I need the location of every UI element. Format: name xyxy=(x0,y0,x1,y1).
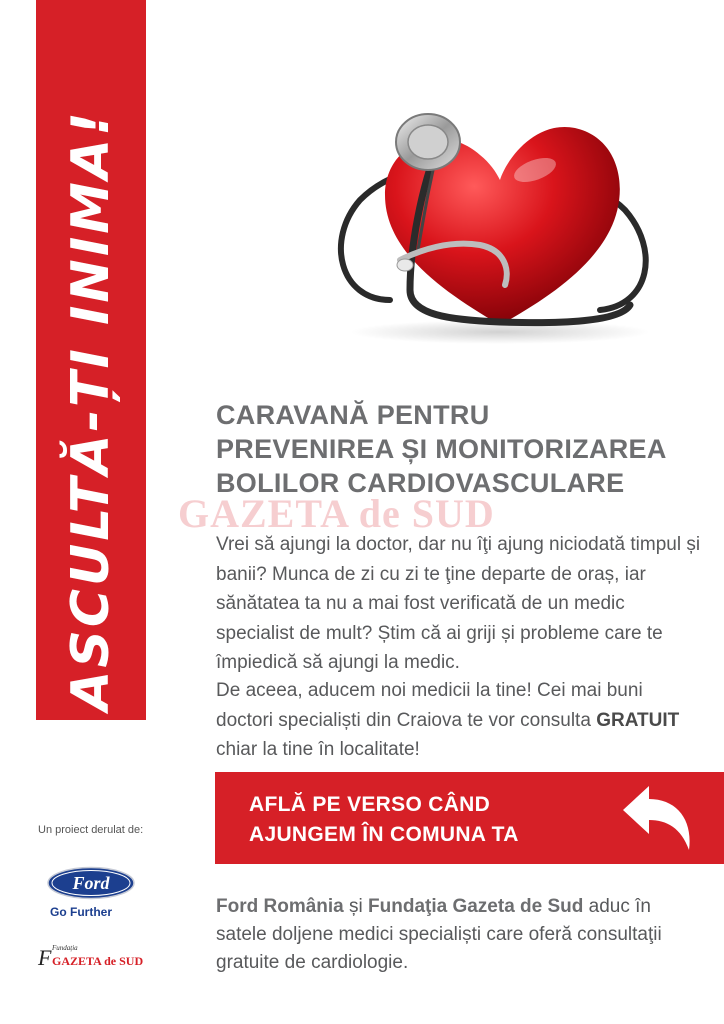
offer-free-emphasis: GRATUIT xyxy=(596,709,680,731)
cta-text xyxy=(249,790,519,850)
footer-connector: și xyxy=(343,896,369,917)
cta-line-2: AJUNGEM ÎN COMUNA TA xyxy=(249,823,519,846)
offer-paragraph xyxy=(216,676,701,765)
footer-rest: aduc în satele doljene medici specialiști care oferă consultaţii gratuite de cardiologie. xyxy=(216,896,662,973)
intro-paragraph: Vrei să ajungi la doctor, dar nu îţi ajung niciodată timpul și banii? Munca de zi cu zi te ţine departe de oraș, iar sănătatea ta nu a mai fost verificată de un medic specialist de mult? Știm că ai griji și probleme care te împiedică să ajungi la medic. xyxy=(216,534,701,673)
cta-line-1: AFLĂ PE VERSO CÂND xyxy=(249,793,491,816)
headline xyxy=(216,398,706,500)
gazeta-logo-name: GAZETA de SUD xyxy=(52,954,144,968)
offer-text-after: chiar la tine în localitate! xyxy=(216,739,420,760)
gazeta-logo-f: F xyxy=(38,945,52,970)
cta-banner xyxy=(215,772,724,864)
heart-stethoscope-illustration xyxy=(330,100,670,350)
footer-brand-gazeta: Fundaţia Gazeta de Sud xyxy=(368,896,584,917)
gazeta-de-sud-logo xyxy=(38,944,153,972)
headline-line-1: CARAVANĂ PENTRU xyxy=(216,400,490,430)
offer-text-before: De aceea, aducem noi medicii la tine! Cei mai buni doctori specialiști din Craiova te vor consulta xyxy=(216,680,643,731)
heart-icon xyxy=(330,100,670,350)
curved-arrow-icon xyxy=(617,780,697,856)
headline-line-3: BOLILOR CARDIOVASCULARE xyxy=(216,468,625,498)
gazeta-watermark: GAZETA de SUD xyxy=(178,491,495,536)
footer-paragraph xyxy=(216,893,686,977)
headline-line-2: PREVENIREA ȘI MONITORIZAREA xyxy=(216,434,667,464)
footer-brand-ford: Ford România xyxy=(216,896,344,917)
ford-logo xyxy=(46,866,136,900)
campaign-title: ASCULTĂ-ȚI INIMA! xyxy=(61,109,121,711)
project-label: Un proiect derulat de: xyxy=(38,824,144,836)
ford-tagline: Go Further xyxy=(50,905,112,919)
ford-logo-text: Ford xyxy=(72,873,110,893)
gazeta-logo-fundatia: Fundația xyxy=(52,944,78,952)
